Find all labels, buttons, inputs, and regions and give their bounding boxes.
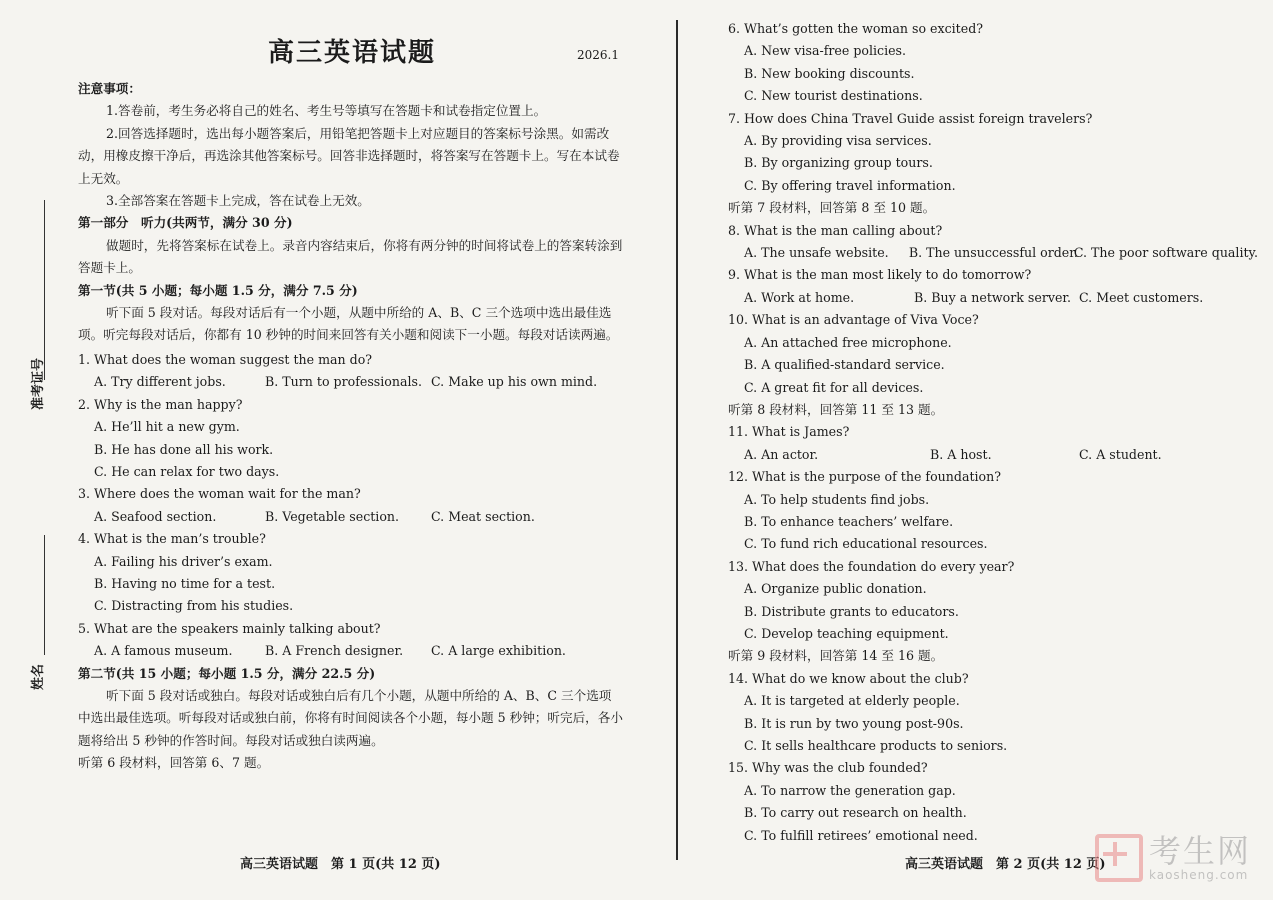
option-c: C. A great fit for all devices. (744, 379, 924, 395)
option-c: C. The poor software quality. (1073, 245, 1258, 261)
option-c: C. To fulfill retirees’ emotional need. (744, 827, 978, 843)
page-1 (78, 26, 623, 775)
note-1: 1.答卷前，考生务必将自己的姓名、考生号等填写在答题卡和试卷指定位置上。 (106, 103, 547, 119)
name-label: 姓名 (31, 663, 46, 690)
watermark (1095, 834, 1251, 882)
question-7: 7. How does China Travel Guide assist foreign travelers? (728, 110, 1093, 126)
option-c: C. To fund rich educational resources. (744, 536, 988, 552)
option-c: C. Make up his own mind. (431, 374, 598, 390)
title-row (78, 26, 623, 70)
gutter-line (44, 200, 45, 380)
option-b: B. By organizing group tours. (744, 155, 933, 171)
question-11-options (728, 444, 1258, 466)
question-4: 4. What is the man’s trouble? (78, 531, 266, 547)
question-8-options (728, 242, 1258, 264)
option-a: A. Work at home. (744, 289, 855, 305)
option-a: A. Organize public donation. (744, 581, 927, 597)
question-1-options (78, 371, 623, 393)
option-b: B. A host. (930, 446, 992, 462)
question-13: 13. What does the foundation do every year? (728, 558, 1015, 574)
section2-heading: 第二节(共 15 小题；每小题 1.5 分，满分 22.5 分) (78, 665, 376, 681)
option-b: B. Having no time for a test. (94, 575, 276, 591)
section1-heading: 第一节(共 5 小题；每小题 1.5 分，满分 7.5 分) (78, 282, 358, 298)
question-14: 14. What do we know about the club? (728, 670, 969, 686)
question-9-options (728, 287, 1258, 309)
option-c: C. It sells healthcare products to seniors. (744, 738, 1008, 753)
option-c: C. A large exhibition. (431, 643, 566, 659)
option-b: B. It is run by two young post-90s. (744, 715, 964, 731)
watermark-logo-icon (1095, 834, 1143, 882)
option-c: C. By offering travel information. (744, 177, 956, 193)
section2-intro: 听下面 5 段对话或独白。每段对话或独白后有几个小题，从题中所给的 A、B、C 三个选项中选出最佳选项。听每段对话或独白前，你将有时间阅读各个小题，每小题 5 秒钟；听完后，各小题将给出 5 秒钟的作答时间。每段对话或独白读两遍。 (78, 687, 623, 748)
question-5-options (78, 640, 623, 662)
question-6: 6. What’s gotten the woman so excited? (728, 21, 984, 36)
option-a: A. By providing visa services. (744, 133, 932, 149)
question-15: 15. Why was the club founded? (728, 760, 928, 776)
option-c: C. Distracting from his studies. (94, 598, 294, 614)
option-a: A. Try different jobs. (94, 374, 226, 390)
section1-intro: 听下面 5 段对话。每段对话后有一个小题，从题中所给的 A、B、C 三个选项中选出最佳选项。听完每段对话后，你都有 10 秒钟的时间来回答有关小题和阅读下一小题。每段对话读两遍。 (78, 305, 619, 343)
option-a: A. An attached free microphone. (744, 334, 952, 350)
exam-number-label: 准考证号 (31, 357, 46, 410)
option-c: C. He can relax for two days. (94, 463, 280, 479)
question-11: 11. What is James? (728, 424, 850, 440)
option-c: C. Meat section. (431, 508, 535, 524)
page-1-footer: 高三英语试题 第 1 页(共 12 页) (240, 857, 441, 872)
option-c: C. New tourist destinations. (744, 88, 923, 104)
option-a: A. A famous museum. (94, 643, 233, 659)
option-c: C. Meet customers. (1079, 289, 1204, 305)
option-b: B. To enhance teachers’ welfare. (744, 513, 954, 529)
note-2: 2.回答选择题时，选出每小题答案后，用铅笔把答题卡上对应题目的答案标号涂黑。如需改动，用橡皮擦干净后，再选涂其他答案标号。回答非选择题时，将答案写在答题卡上。写在本试卷上无效。 (78, 125, 620, 186)
page-divider (676, 20, 678, 860)
option-a: A. It is targeted at elderly people. (744, 693, 960, 709)
notes-heading: 注意事项： (78, 81, 141, 96)
option-b: B. Buy a network server. (914, 289, 1072, 305)
gutter-line (44, 535, 45, 655)
option-c: C. A student. (1079, 446, 1162, 462)
question-2: 2. Why is the man happy? (78, 396, 243, 412)
watermark-text (1149, 834, 1251, 882)
watermark-cn: 考生网 (1148, 832, 1251, 870)
option-b: B. Distribute grants to educators. (744, 603, 959, 619)
option-a: A. Failing his driver’s exam. (94, 553, 273, 569)
question-9: 9. What is the man most likely to do tomorrow? (728, 267, 1032, 283)
page-2 (728, 18, 1258, 847)
option-c: C. Develop teaching equipment. (744, 625, 949, 641)
part1-intro: 做题时，先将答案标在试卷上。录音内容结束后，你将有两分钟的时间将试卷上的答案转涂到答题卡上。 (78, 237, 623, 276)
option-b: B. A qualified-standard service. (744, 357, 945, 373)
note-3: 3.全部答案在答题卡上完成，答在试卷上无效。 (106, 193, 370, 209)
page-2-footer: 高三英语试题 第 2 页(共 12 页) (905, 857, 1106, 872)
option-b: B. Turn to professionals. (265, 374, 422, 390)
option-b: B. New booking discounts. (744, 65, 915, 81)
option-a: A. To narrow the generation gap. (744, 782, 956, 798)
question-3: 3. Where does the woman wait for the man? (78, 486, 361, 502)
option-a: A. Seafood section. (94, 508, 217, 524)
question-12: 12. What is the purpose of the foundation? (728, 469, 1001, 485)
material-6-heading: 听第 6 段材料，回答第 6、7 题。 (78, 755, 270, 771)
question-10: 10. What is an advantage of Viva Voce? (728, 312, 979, 328)
option-b: B. The unsuccessful order. (908, 245, 1078, 261)
option-a: A. The unsafe website. (744, 245, 889, 261)
question-1: 1. What does the woman suggest the man do? (78, 351, 373, 367)
option-a: A. An actor. (744, 446, 819, 462)
question-5: 5. What are the speakers mainly talking about? (78, 620, 381, 636)
option-a: A. He’ll hit a new gym. (94, 419, 240, 435)
material-7-heading: 听第 7 段材料，回答第 8 至 10 题。 (728, 200, 936, 216)
page-title: 高三英语试题 (268, 38, 437, 68)
option-b: B. Vegetable section. (265, 508, 400, 524)
watermark-en: kaosheng.com (1148, 868, 1249, 882)
material-9-heading: 听第 9 段材料，回答第 14 至 16 题。 (728, 648, 944, 664)
option-a: A. New visa-free policies. (744, 43, 907, 59)
option-b: B. To carry out research on health. (744, 805, 967, 821)
option-b: B. He has done all his work. (94, 441, 274, 457)
question-3-options (78, 506, 623, 528)
question-8: 8. What is the man calling about? (728, 222, 943, 238)
option-a: A. To help students find jobs. (744, 491, 930, 507)
part1-heading: 第一部分 听力(共两节，满分 30 分) (78, 215, 293, 231)
option-b: B. A French designer. (265, 643, 404, 659)
exam-date: 2026.1 (577, 48, 619, 62)
material-8-heading: 听第 8 段材料，回答第 11 至 13 题。 (728, 401, 944, 417)
